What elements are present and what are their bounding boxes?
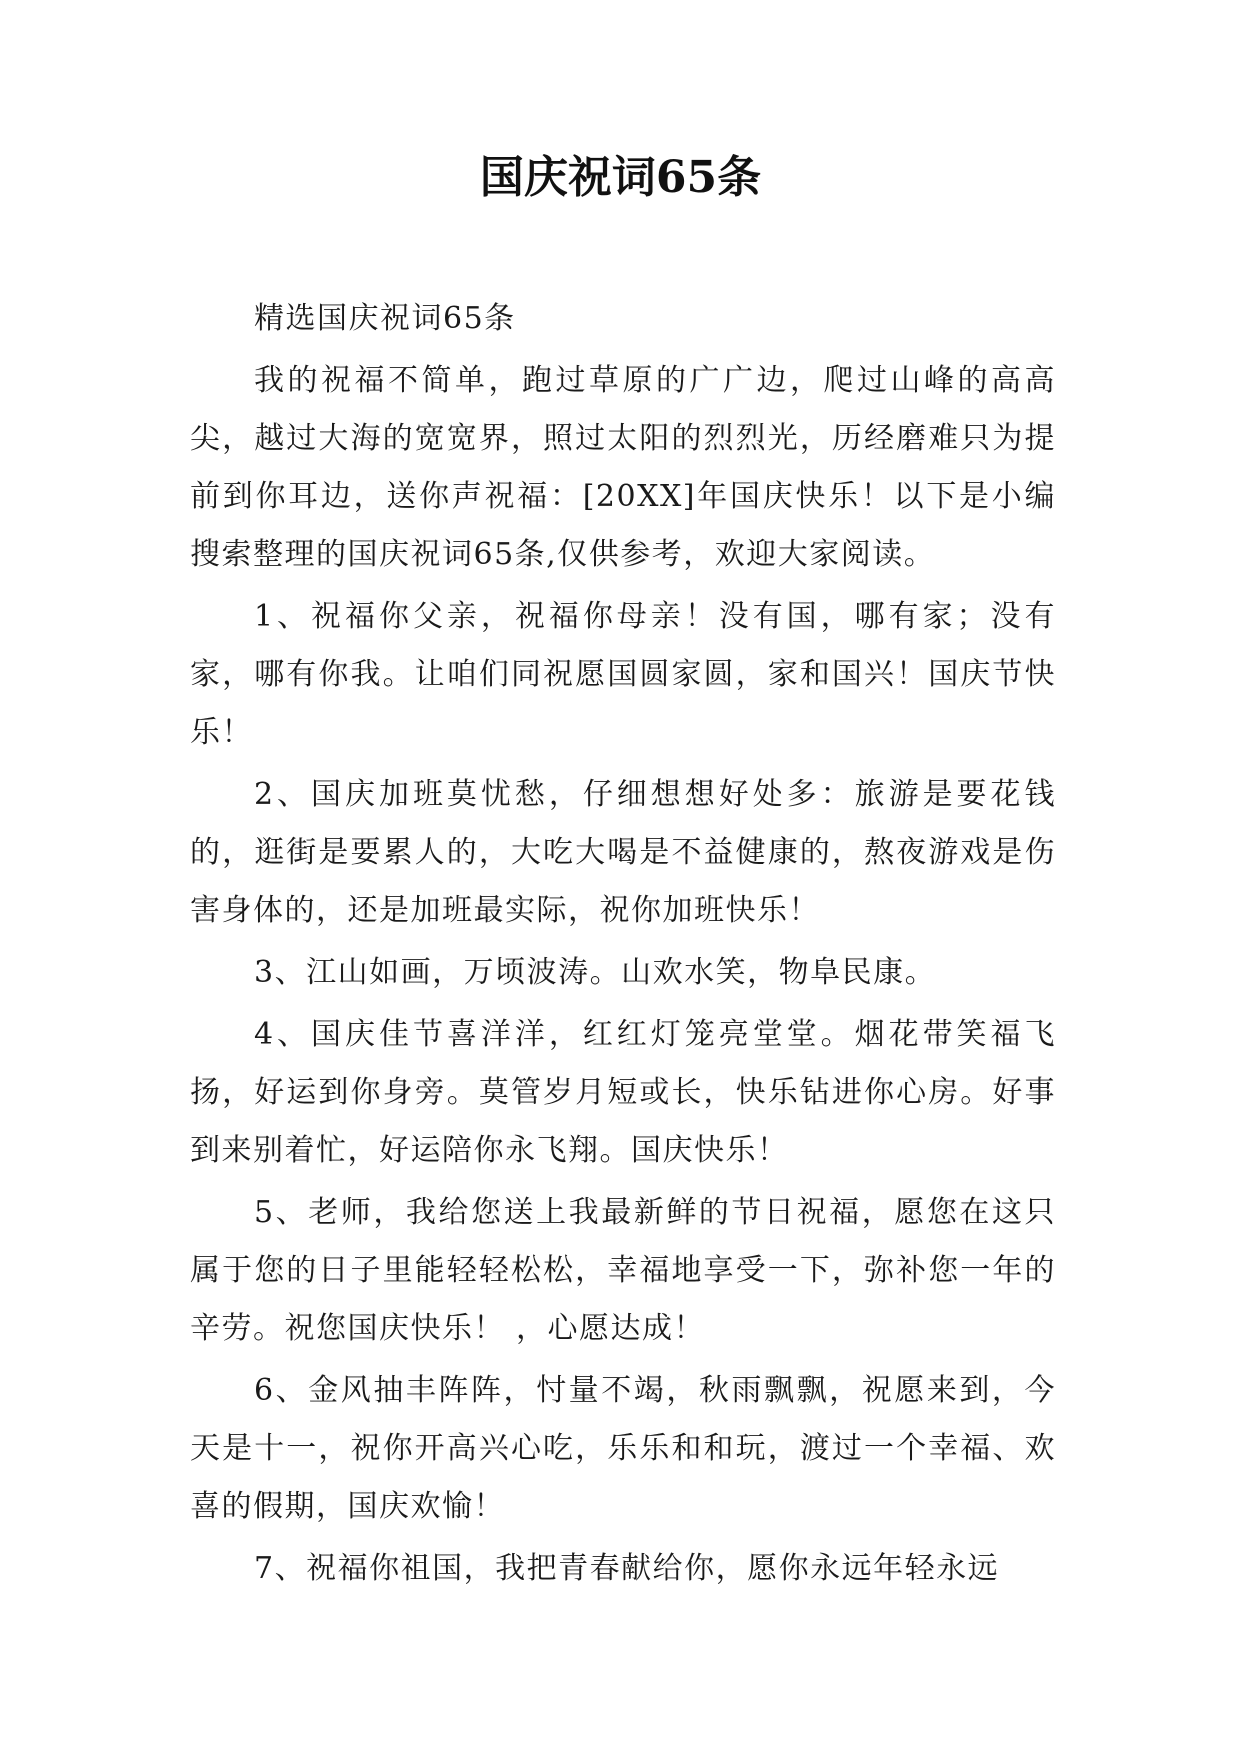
greeting-item-6: 6、金风抽丰阵阵，忖量不竭，秋雨飘飘，祝愿来到，今天是十一，祝你开高兴心吃，乐乐和和玩，渡过一个幸福、欢喜的假期，国庆欢愉！ [190, 1373, 1056, 1524]
greeting-item-4: 4、国庆佳节喜洋洋，红红灯笼亮堂堂。烟花带笑福飞扬，好运到你身旁。莫管岁月短或长，快乐钻进你心房。好事到来别着忙，好运陪你永飞翔。国庆快乐！ [190, 1017, 1056, 1168]
document-title: 国庆祝词65条 [479, 152, 762, 203]
intro-paragraph: 我的祝福不简单，跑过草原的广广边，爬过山峰的高高尖，越过大海的宽宽界，照过太阳的烈烈光，历经磨难只为提前到你耳边，送你声祝福：[20XX]年国庆快乐！以下是小编搜索整理的国庆祝词65条,仅供参考，欢迎大家阅读。 [190, 363, 1056, 572]
greeting-item-3: 3、江山如画，万顷波涛。山欢水笑，物阜民康。 [254, 955, 937, 990]
greeting-item-5: 5、老师，我给您送上我最新鲜的节日祝福，愿您在这只属于您的日子里能轻轻松松，幸福地享受一下，弥补您一年的辛劳。祝您国庆快乐！ ，心愿达成！ [190, 1195, 1056, 1346]
subtitle-paragraph: 精选国庆祝词65条 [254, 301, 516, 336]
greeting-item-1: 1、祝福你父亲，祝福你母亲！没有国，哪有家；没有家，哪有你我。让咱们同祝愿国圆家圆，家和国兴！国庆节快乐！ [190, 599, 1056, 750]
greeting-item-2: 2、国庆加班莫忧愁，仔细想想好处多：旅游是要花钱的，逛街是要累人的，大吃大喝是不益健康的，熬夜游戏是伤害身体的，还是加班最实际，祝你加班快乐！ [190, 777, 1056, 928]
greeting-item-7: 7、祝福你祖国，我把青春献给你，愿你永远年轻永远 [254, 1551, 1000, 1586]
document-body [190, 290, 1056, 1602]
